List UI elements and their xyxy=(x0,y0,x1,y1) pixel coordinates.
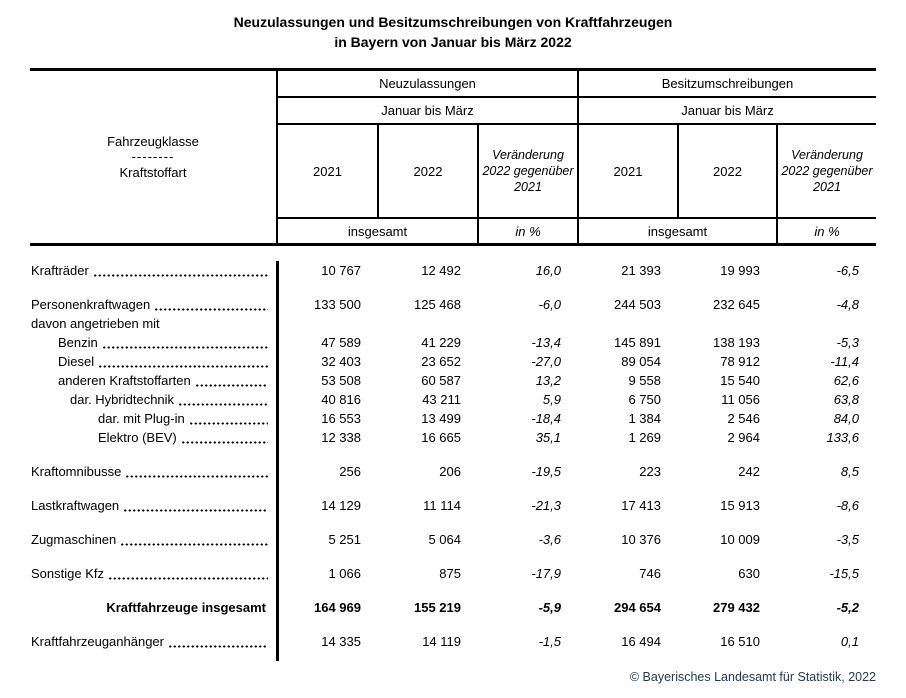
unit-nz-percent: in % xyxy=(478,218,578,245)
row-label-line xyxy=(30,371,277,390)
value-nz-2022: 5 064 xyxy=(428,532,461,547)
value-nz-2022: 14 119 xyxy=(422,634,461,649)
value-bu-2022: 232 645 xyxy=(713,297,760,312)
value-bu-change-pct: 63,8 xyxy=(833,392,859,407)
row-label-line xyxy=(30,564,277,583)
row-label: Zugmaschinen xyxy=(31,532,117,547)
value-bu-change-pct: -5,2 xyxy=(836,600,859,615)
value-nz-change-pct: -5,9 xyxy=(538,600,561,615)
row-label-cell xyxy=(30,462,277,481)
table-row xyxy=(30,530,876,549)
value-nz-change-pct: -6,0 xyxy=(538,297,561,312)
value-nz-change-pct: -13,4 xyxy=(531,335,561,350)
row-label-line xyxy=(30,598,277,617)
row-label: Personenkraftwagen xyxy=(31,297,151,312)
row-label: Kraftomnibusse xyxy=(31,464,122,479)
col-head-bu-2021: 2021 xyxy=(578,124,678,218)
row-label-cell xyxy=(30,530,277,549)
value-bu-2021: 145 891 xyxy=(614,335,661,350)
table-row xyxy=(30,295,876,333)
value-bu-change-pct: 133,6 xyxy=(826,430,859,445)
value-nz-2021: 133 500 xyxy=(314,297,361,312)
value-bu-2022: 630 xyxy=(738,566,760,581)
row-label-cell xyxy=(30,496,277,515)
value-nz-change-pct: -1,5 xyxy=(538,634,561,649)
table-row xyxy=(30,333,876,352)
value-nz-2021: 164 969 xyxy=(314,600,361,615)
value-nz-2022: 13 499 xyxy=(421,411,461,426)
row-label: Kraftfahrzeuge insgesamt xyxy=(106,600,266,615)
value-bu-change-pct: -5,3 xyxy=(836,335,859,350)
table-row xyxy=(30,371,876,390)
value-nz-change-pct: -21,3 xyxy=(531,498,561,513)
stub-head-line2: Kraftstoffart xyxy=(119,165,187,180)
col-head-bu-2022: 2022 xyxy=(678,124,777,218)
row-label: dar. Hybridtechnik xyxy=(70,392,175,407)
col-head-nz-2022: 2022 xyxy=(378,124,478,218)
value-bu-2022: 138 193 xyxy=(713,335,760,350)
value-bu-2021: 17 413 xyxy=(621,498,661,513)
value-nz-2021: 47 589 xyxy=(321,335,361,350)
dot-leader xyxy=(98,365,268,368)
value-bu-change-pct: -11,4 xyxy=(830,354,859,369)
value-bu-2022: 10 009 xyxy=(720,532,760,547)
value-nz-2022: 43 211 xyxy=(422,392,461,407)
value-bu-change-pct: 84,0 xyxy=(833,411,859,426)
row-label-cell xyxy=(30,295,277,333)
stub-head-line1: Fahrzeugklasse xyxy=(107,134,199,149)
value-nz-change-pct: -18,4 xyxy=(531,411,561,426)
dot-leader xyxy=(181,441,268,444)
row-label: Diesel xyxy=(58,354,95,369)
value-bu-2021: 9 558 xyxy=(628,373,661,388)
row-label-line xyxy=(30,295,277,314)
dot-leader xyxy=(189,422,268,425)
row-label-cell xyxy=(30,428,277,447)
row-label-line xyxy=(30,462,277,481)
dot-leader xyxy=(125,475,268,478)
row-label-cell xyxy=(30,564,277,583)
value-bu-change-pct: -4,8 xyxy=(836,297,859,312)
value-bu-change-pct: -3,5 xyxy=(836,532,859,547)
table-row xyxy=(30,352,876,371)
row-label-cell xyxy=(30,371,277,390)
col-head-nz-change: Veränderung 2022 gegenüber 2021 xyxy=(478,124,578,218)
value-nz-2021: 16 553 xyxy=(321,411,361,426)
value-bu-change-pct: 8,5 xyxy=(840,464,859,479)
unit-nz-total: insgesamt xyxy=(277,218,478,245)
row-label-line xyxy=(30,428,277,447)
dot-leader xyxy=(123,509,268,512)
row-label-line xyxy=(30,390,277,409)
value-bu-2021: 223 xyxy=(639,464,661,479)
row-label-line xyxy=(30,333,277,352)
period-besitzumschreibungen: Januar bis März xyxy=(578,97,876,124)
dot-leader xyxy=(168,645,268,648)
value-nz-2022: 23 652 xyxy=(421,354,461,369)
value-bu-change-pct: -8,6 xyxy=(836,498,859,513)
table-row xyxy=(30,598,876,617)
value-bu-2022: 2 546 xyxy=(727,411,760,426)
value-nz-2022: 125 468 xyxy=(414,297,461,312)
value-bu-2021: 16 494 xyxy=(621,634,661,649)
copyright-note: © Bayerisches Landesamt für Statistik, 2022 xyxy=(629,670,876,684)
table-row xyxy=(30,409,876,428)
value-nz-2021: 10 767 xyxy=(321,263,361,278)
value-bu-2021: 746 xyxy=(639,566,661,581)
value-nz-2021: 5 251 xyxy=(328,532,361,547)
value-bu-2021: 21 393 xyxy=(621,263,661,278)
stub-head-separator: -------- xyxy=(131,149,175,164)
row-label-line xyxy=(30,496,277,515)
value-nz-2022: 11 114 xyxy=(423,498,461,513)
value-bu-2021: 1 384 xyxy=(628,411,661,426)
value-bu-2022: 242 xyxy=(738,464,760,479)
value-bu-2022: 11 056 xyxy=(721,392,760,407)
col-head-nz-2021: 2021 xyxy=(277,124,378,218)
value-bu-2022: 279 432 xyxy=(713,600,760,615)
row-label-cell xyxy=(30,632,277,651)
value-nz-2021: 32 403 xyxy=(321,354,361,369)
row-label: Elektro (BEV) xyxy=(98,430,177,445)
value-nz-2021: 1 066 xyxy=(328,566,361,581)
row-label: Krafträder xyxy=(31,263,89,278)
page-title-line2: in Bayern von Januar bis März 2022 xyxy=(334,34,572,50)
table-row xyxy=(30,496,876,515)
table-row xyxy=(30,462,876,481)
value-nz-change-pct: 13,2 xyxy=(535,373,561,388)
dot-leader xyxy=(108,577,268,580)
stub-head xyxy=(30,70,277,245)
row-label-cell xyxy=(30,390,277,409)
value-nz-change-pct: 35,1 xyxy=(535,430,561,445)
row-label: Lastkraftwagen xyxy=(31,498,120,513)
row-sublabel: davon angetrieben mit xyxy=(31,316,160,331)
table-row xyxy=(30,632,876,651)
value-nz-2021: 14 129 xyxy=(321,498,361,513)
row-label-cell xyxy=(30,333,277,352)
table-body xyxy=(30,261,876,661)
value-nz-2022: 16 665 xyxy=(421,430,461,445)
value-nz-change-pct: 5,9 xyxy=(542,392,561,407)
value-nz-2021: 256 xyxy=(339,464,361,479)
dot-leader xyxy=(102,346,268,349)
value-bu-2022: 2 964 xyxy=(727,430,760,445)
value-bu-2021: 6 750 xyxy=(628,392,661,407)
value-bu-change-pct: -15,5 xyxy=(829,566,859,581)
page-title-line1: Neuzulassungen und Besitzumschreibungen von Kraftfahrzeugen xyxy=(233,14,673,30)
table-row xyxy=(30,564,876,583)
value-bu-2021: 89 054 xyxy=(621,354,661,369)
row-label-line xyxy=(30,632,277,651)
row-label-cell xyxy=(30,352,277,371)
row-label: Sonstige Kfz xyxy=(31,566,104,581)
row-label-cell xyxy=(30,261,277,280)
value-nz-2022: 12 492 xyxy=(421,263,461,278)
value-bu-change-pct: -6,5 xyxy=(836,263,859,278)
col-head-bu-change: Veränderung 2022 gegenüber 2021 xyxy=(777,124,876,218)
value-bu-2022: 16 510 xyxy=(720,634,760,649)
page-title xyxy=(30,12,876,52)
value-bu-change-pct: 62,6 xyxy=(833,373,859,388)
dot-leader xyxy=(195,384,268,387)
row-label: dar. mit Plug-in xyxy=(98,411,185,426)
value-bu-2022: 15 540 xyxy=(720,373,760,388)
value-nz-2022: 206 xyxy=(439,464,461,479)
dot-leader xyxy=(120,543,268,546)
value-nz-2021: 12 338 xyxy=(321,430,361,445)
row-label-line xyxy=(30,261,277,280)
table-row xyxy=(30,261,876,280)
row-label-cell xyxy=(30,409,277,428)
group-title-neuzulassungen: Neuzulassungen xyxy=(277,70,578,98)
table-row xyxy=(30,390,876,409)
value-bu-2022: 78 912 xyxy=(720,354,760,369)
value-bu-2021: 294 654 xyxy=(614,600,661,615)
unit-bu-percent: in % xyxy=(814,223,840,239)
value-nz-change-pct: -19,5 xyxy=(531,464,561,479)
row-label: Kraftfahrzeuganhänger xyxy=(31,634,164,649)
row-label: Benzin xyxy=(58,335,98,350)
dot-leader xyxy=(93,274,268,277)
value-nz-2021: 14 335 xyxy=(321,634,361,649)
value-nz-2021: 53 508 xyxy=(321,373,361,388)
group-title-besitzumschreibungen: Besitzumschreibungen xyxy=(578,70,876,98)
dot-leader xyxy=(178,403,268,406)
value-bu-2021: 244 503 xyxy=(614,297,661,312)
value-nz-change-pct: -17,9 xyxy=(531,566,561,581)
value-nz-change-pct: -3,6 xyxy=(538,532,561,547)
unit-bu-total: insgesamt xyxy=(578,218,777,245)
value-bu-change-pct: 0,1 xyxy=(840,634,859,649)
period-neuzulassungen: Januar bis März xyxy=(277,97,578,124)
value-nz-2022: 155 219 xyxy=(414,600,461,615)
row-label-cell xyxy=(30,598,277,617)
value-nz-change-pct: -27,0 xyxy=(531,354,561,369)
value-bu-2022: 19 993 xyxy=(720,263,760,278)
value-nz-2022: 60 587 xyxy=(421,373,461,388)
row-label: anderen Kraftstoffarten xyxy=(58,373,191,388)
value-bu-2021: 1 269 xyxy=(628,430,661,445)
value-nz-2022: 875 xyxy=(439,566,461,581)
row-label-line xyxy=(30,530,277,549)
table-row xyxy=(30,428,876,447)
row-label-line xyxy=(30,409,277,428)
row-label-line xyxy=(30,352,277,371)
value-bu-2021: 10 376 xyxy=(621,532,661,547)
value-nz-change-pct: 16,0 xyxy=(535,263,561,278)
value-bu-2022: 15 913 xyxy=(720,498,760,513)
value-nz-2021: 40 816 xyxy=(321,392,361,407)
table-header xyxy=(30,68,876,246)
value-nz-2022: 41 229 xyxy=(421,335,461,350)
dot-leader xyxy=(154,308,268,311)
